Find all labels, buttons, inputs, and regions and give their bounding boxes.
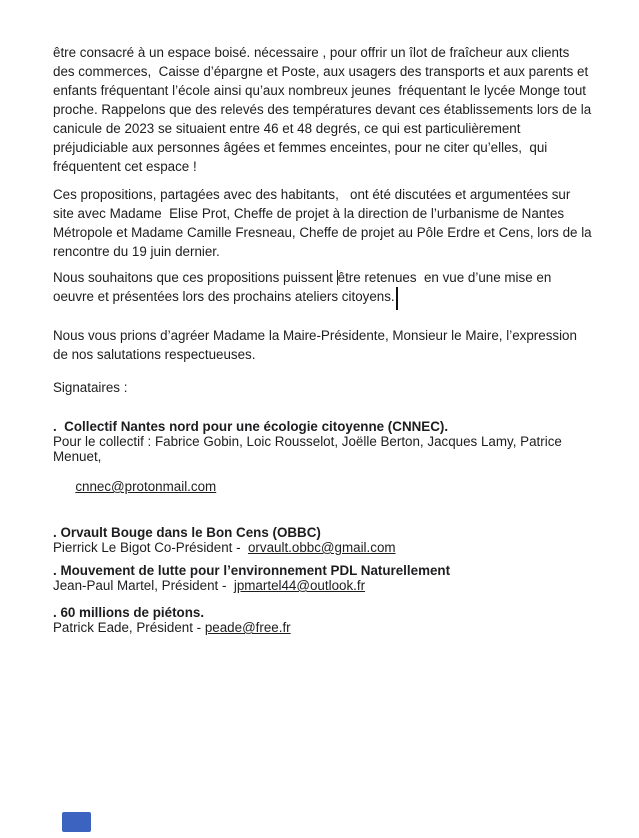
email-link-jpmartel[interactable]: jpmartel44@outlook.fr [233,578,366,593]
signatories-heading: Signataires : [53,380,128,395]
signatory-detail: Pour le collectif : Fabrice Gobin, Loic Rousselot, Joëlle Berton, Jacques Lamy, Patrice Menuet, [53,434,566,464]
signatory-block-pdl [53,563,593,593]
paragraph-salutation: Nous vous prions d’agréer Madame la Maire-Présidente, Monsieur le Maire, l’expression de nos salutations respectueuses. [53,328,581,362]
paragraph-heat-island: être consacré à un espace boisé. nécessaire , pour offrir un îlot de fraîcheur aux clients des commerces, Caisse d’épargne et Poste, aux usagers des transports et aux parents et enfants fréquentant l’école ainsi qu’aux nombreux jeunes fréquentant le lycée Monge tout proche. Rappelons que des relevés des températures devant ces établissements lors de la canicule de 2023 se situaient entre 46 et 48 degrés, ce qui est particulièrement préjudiciable aux personnes âgées et femmes enceintes, pour ne citer qu’elles, qui fréquentent cet espace ! [53,45,595,174]
signatory-detail: Patrick Eade, Président - [53,620,205,635]
signatory-detail: Pierrick Le Bigot Co-Président - [53,540,248,555]
signatory-block-pietons [53,605,593,635]
signatory-title: . Orvault Bouge dans le Bon Cens (OBBC) [53,525,321,540]
signatory-title: . Collectif Nantes nord pour une écologie citoyenne (CNNEC). [53,419,449,434]
signatory-block-cnnec [53,419,593,509]
text-cursor [396,287,398,310]
signatory-block-obbc [53,525,593,555]
email-link-obbc[interactable]: orvault.obbc@gmail.com [247,540,396,555]
email-link-peade[interactable]: peade@free.fr [204,620,291,635]
signatory-title: . 60 millions de piétons. [53,605,205,620]
paragraph-site-meeting: Ces propositions, partagées avec des habitants, ont été discutées et argumentées sur site avec Madame Elise Prot, Cheffe de projet à la direction de l’urbanisme de Nantes Métropole et Madame Camille Fresneau, Cheffe de projet au Pôle Erdre et Cens, lors de la rencontre du 19 juin dernier. [53,187,596,259]
signatory-detail: Jean-Paul Martel, Président - [53,578,234,593]
blue-page-marker [62,812,91,832]
email-link-cnnec[interactable]: cnnec@protonmail.com [75,479,217,494]
paragraph-wish-text-after-cursor: être retenues en vue d’une mise en oeuvre et présentées lors des prochains ateliers citoyens. [53,270,556,304]
paragraph-wish-text-before-cursor: Nous souhaitons que ces propositions puissent [53,270,337,285]
signatory-title: . Mouvement de lutte pour l’environnement PDL Naturellement [53,563,451,578]
paragraph-wish [53,268,593,310]
